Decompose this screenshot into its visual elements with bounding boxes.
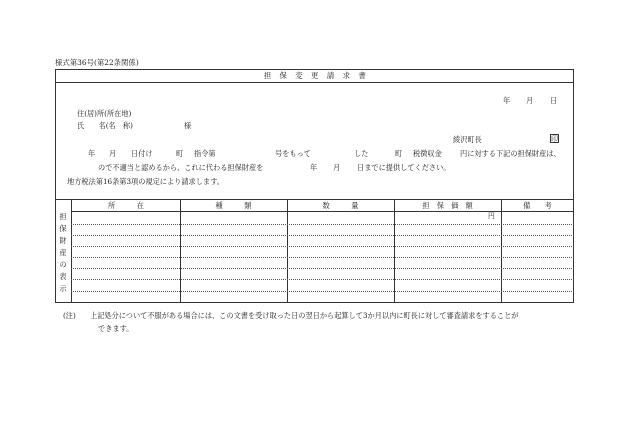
row-line — [71, 224, 574, 225]
header-location: 所 在 — [108, 201, 144, 210]
header-collateral-value: 担 保 価 額 — [422, 201, 473, 210]
side-label-divider — [71, 199, 72, 303]
form-title: 担 保 変 更 請 求 書 — [263, 71, 367, 80]
body-line2-month: 月 — [333, 163, 341, 172]
body-tax-deferral: 税徴収金 — [413, 149, 442, 158]
side-char: 表 — [59, 272, 67, 281]
side-char: 担 — [59, 212, 67, 221]
title-divider — [55, 82, 574, 83]
date-day-label: 日 — [550, 96, 558, 105]
row-line — [71, 268, 574, 269]
header-quantity: 数 量 — [322, 201, 359, 210]
body-amount: 円に対する下記の担保財産は、 — [460, 149, 561, 158]
form-number: 様式第36号(第22条関係) — [55, 58, 139, 67]
table-top-border — [55, 199, 574, 200]
note-line1: 上記処分について不服がある場合には、この文書を受け取った日の翌日から起算して3か月以内に町長に対して審査請求をすることが — [90, 311, 519, 320]
row-line — [71, 279, 574, 280]
side-char: 保 — [59, 224, 67, 233]
side-char: 財 — [59, 236, 67, 245]
issuer-name: 綾沢町長 — [453, 135, 482, 144]
row-line — [71, 257, 574, 258]
side-char: の — [59, 260, 67, 269]
body-directive: 指令第 — [194, 149, 216, 158]
body-line3: 地方税法第16条第3項の規定により請求します。 — [67, 177, 224, 186]
row-line — [71, 235, 574, 236]
body-year: 年 — [88, 149, 96, 158]
body-line2-year: 年 — [310, 163, 318, 172]
column-divider — [287, 199, 288, 303]
date-month-label: 月 — [526, 96, 534, 105]
body-line2-text: ので不適当と認めるから、これに代わる担保財産を — [98, 163, 264, 172]
seal-mark: 印 — [551, 135, 558, 143]
body-town2: 町 — [395, 149, 403, 158]
body-dated: 日付け — [131, 149, 153, 158]
header-divider — [71, 211, 574, 212]
header-remarks: 備 考 — [523, 201, 552, 210]
body-town1: 町 — [176, 149, 184, 158]
note-marker: (注) — [63, 311, 76, 320]
note-line2: できます。 — [98, 324, 134, 333]
header-type: 種 類 — [215, 201, 252, 210]
name-label: 氏 名(名 称) — [77, 121, 133, 130]
body-did: した — [354, 149, 369, 158]
side-char: 示 — [59, 284, 67, 293]
row-line — [71, 246, 574, 247]
row-line — [71, 291, 574, 292]
column-divider — [501, 199, 502, 303]
yen-unit: 円 — [488, 212, 495, 220]
address-label: 住(居)所(所在地) — [77, 109, 132, 118]
side-char: 産 — [59, 248, 67, 257]
body-line2-deadline: 日までに提供してください。 — [357, 163, 451, 172]
date-year-label: 年 — [503, 96, 511, 105]
body-number: 号をもって — [275, 149, 311, 158]
body-month: 月 — [109, 149, 117, 158]
column-divider — [180, 199, 181, 303]
honorific: 様 — [184, 121, 192, 130]
column-divider — [394, 199, 395, 303]
